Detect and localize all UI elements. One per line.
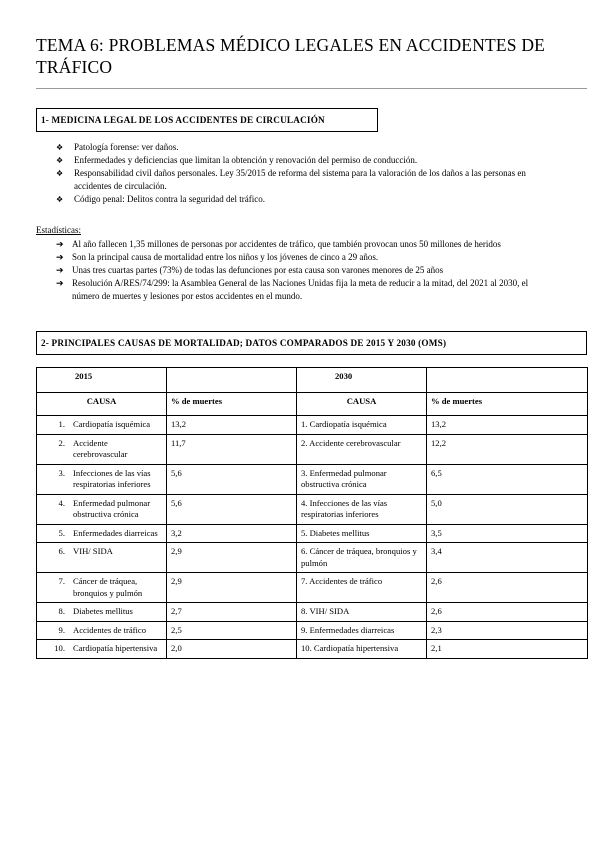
pct-2015-cell: 2,0: [167, 640, 297, 659]
mortality-table: [36, 367, 588, 659]
header-causa-2015: CAUSA: [37, 393, 167, 416]
year-2030-label: 2030: [297, 368, 427, 393]
list-item: ➔ Unas tres cuartas partes (73%) de todas las defunciones por esta causa son varones menores de 25 años: [56, 265, 444, 275]
header-pct-2030: % de muertes: [427, 393, 588, 416]
cause-2030-cell: 3. Enfermedad pulmonar obstructiva crónica: [297, 464, 427, 494]
cause-2030-cell: 7. Accidentes de tráfico: [297, 573, 427, 603]
pct-2030-cell: 13,2: [427, 416, 588, 435]
table-row: [37, 603, 588, 622]
cause-2030-cell: 1. Cardiopatía isquémica: [297, 416, 427, 435]
list-item: ❖ Patología forense: ver daños.: [56, 142, 179, 152]
pct-2030-cell: 5,0: [427, 494, 588, 524]
diamond-bullet-icon: ❖: [56, 143, 64, 152]
section1-heading: 1- MEDICINA LEGAL DE LOS ACCIDENTES DE CIRCULACIÓN: [36, 108, 378, 132]
pct-2015-cell: 2,7: [167, 603, 297, 622]
table-row: [37, 464, 588, 494]
cause-2030-cell: 9. Enfermedades diarreicas: [297, 621, 427, 640]
arrow-right-icon: ➔: [56, 252, 64, 262]
pct-2015-cell: 3,2: [167, 524, 297, 543]
arrow-right-icon: ➔: [56, 239, 64, 249]
pct-2015-cell: 5,6: [167, 494, 297, 524]
pct-2015-cell: 2,5: [167, 621, 297, 640]
header-causa-2030: CAUSA: [297, 393, 427, 416]
cause-2015-cell: 7. Cáncer de tráquea, bronquios y pulmón: [37, 573, 167, 603]
diamond-bullet-icon: ❖: [56, 195, 64, 204]
year-2015-label: 2015: [37, 368, 167, 393]
arrow-right-icon: ➔: [56, 278, 64, 288]
empty-cell: [427, 368, 588, 393]
pct-2030-cell: 3,4: [427, 543, 588, 573]
list-item: ❖ Código penal: Delitos contra la seguridad del tráfico.: [56, 194, 265, 204]
table-row: [37, 434, 588, 464]
table-row: [37, 416, 588, 435]
pct-2030-cell: 2,6: [427, 573, 588, 603]
cause-2015-cell: 4. Enfermedad pulmonar obstructiva crónica: [37, 494, 167, 524]
table-header-row: [37, 393, 588, 416]
table-row: [37, 494, 588, 524]
pct-2015-cell: 2,9: [167, 543, 297, 573]
title-divider: [36, 88, 587, 89]
pct-2030-cell: 2,1: [427, 640, 588, 659]
statistics-list: [56, 238, 556, 303]
header-pct-2015: % de muertes: [167, 393, 297, 416]
pct-2015-cell: 13,2: [167, 416, 297, 435]
cause-2030-cell: 5. Diabetes mellitus: [297, 524, 427, 543]
list-item: ➔ Al año fallecen 1,35 millones de personas por accidentes de tráfico, que también provocan unos 50 millones de heridos: [56, 239, 501, 249]
list-item: ➔ Resolución A/RES/74/299: la Asamblea General de las Naciones Unidas fija la meta de reducir a la mitad, del 2021 al 2030, el número de muertes y lesiones por estos accidentes en el mundo.: [56, 278, 529, 301]
table-year-row: [37, 368, 588, 393]
cause-2015-cell: 3. Infecciones de las vías respiratorias inferiores: [37, 464, 167, 494]
cause-2015-cell: 6. VIH/ SIDA: [37, 543, 167, 573]
table-row: [37, 621, 588, 640]
cause-2015-cell: 5. Enfermedades diarreicas: [37, 524, 167, 543]
list-item: ➔ Son la principal causa de mortalidad entre los niños y los jóvenes de cinco a 29 años.: [56, 252, 379, 262]
arrow-right-icon: ➔: [56, 265, 64, 275]
pct-2030-cell: 2,3: [427, 621, 588, 640]
cause-2030-cell: 8. VIH/ SIDA: [297, 603, 427, 622]
cause-2015-cell: 9. Accidentes de tráfico: [37, 621, 167, 640]
pct-2015-cell: 5,6: [167, 464, 297, 494]
cause-2030-cell: 10. Cardiopatía hipertensiva: [297, 640, 427, 659]
table-row: [37, 640, 588, 659]
list-item: ❖ Enfermedades y deficiencias que limitan la obtención y renovación del permiso de conducción.: [56, 155, 418, 165]
table-row: [37, 543, 588, 573]
cause-2015-cell: 8. Diabetes mellitus: [37, 603, 167, 622]
cause-2030-cell: 2. Accidente cerebrovascular: [297, 434, 427, 464]
cause-2015-cell: 10. Cardiopatía hipertensiva: [37, 640, 167, 659]
pct-2030-cell: 6,5: [427, 464, 588, 494]
pct-2015-cell: 2,9: [167, 573, 297, 603]
empty-cell: [167, 368, 297, 393]
pct-2015-cell: 11,7: [167, 434, 297, 464]
diamond-bullet-icon: ❖: [56, 156, 64, 165]
pct-2030-cell: 12,2: [427, 434, 588, 464]
pct-2030-cell: 3,5: [427, 524, 588, 543]
section1-bullet-list: [56, 141, 536, 206]
cause-2015-cell: 1. Cardiopatía isquémica: [37, 416, 167, 435]
statistics-label: Estadísticas:: [36, 225, 81, 235]
list-item: ❖ Responsabilidad civil daños personales. Ley 35/2015 de reforma del sistema para la valoración de los daños a las personas en accidentes de circulación.: [56, 168, 526, 191]
pct-2030-cell: 2,6: [427, 603, 588, 622]
page-title: TEMA 6: PROBLEMAS MÉDICO LEGALES EN ACCIDENTES DE TRÁFICO: [36, 35, 546, 77]
section2-heading: 2- PRINCIPALES CAUSAS DE MORTALIDAD; DATOS COMPARADOS DE 2015 Y 2030 (OMS): [36, 331, 587, 355]
cause-2030-cell: 4. Infecciones de las vías respiratorias inferiores: [297, 494, 427, 524]
table-row: [37, 524, 588, 543]
diamond-bullet-icon: ❖: [56, 169, 64, 178]
table-row: [37, 573, 588, 603]
cause-2030-cell: 6. Cáncer de tráquea, bronquios y pulmón: [297, 543, 427, 573]
cause-2015-cell: 2. Accidente cerebrovascular: [37, 434, 167, 464]
